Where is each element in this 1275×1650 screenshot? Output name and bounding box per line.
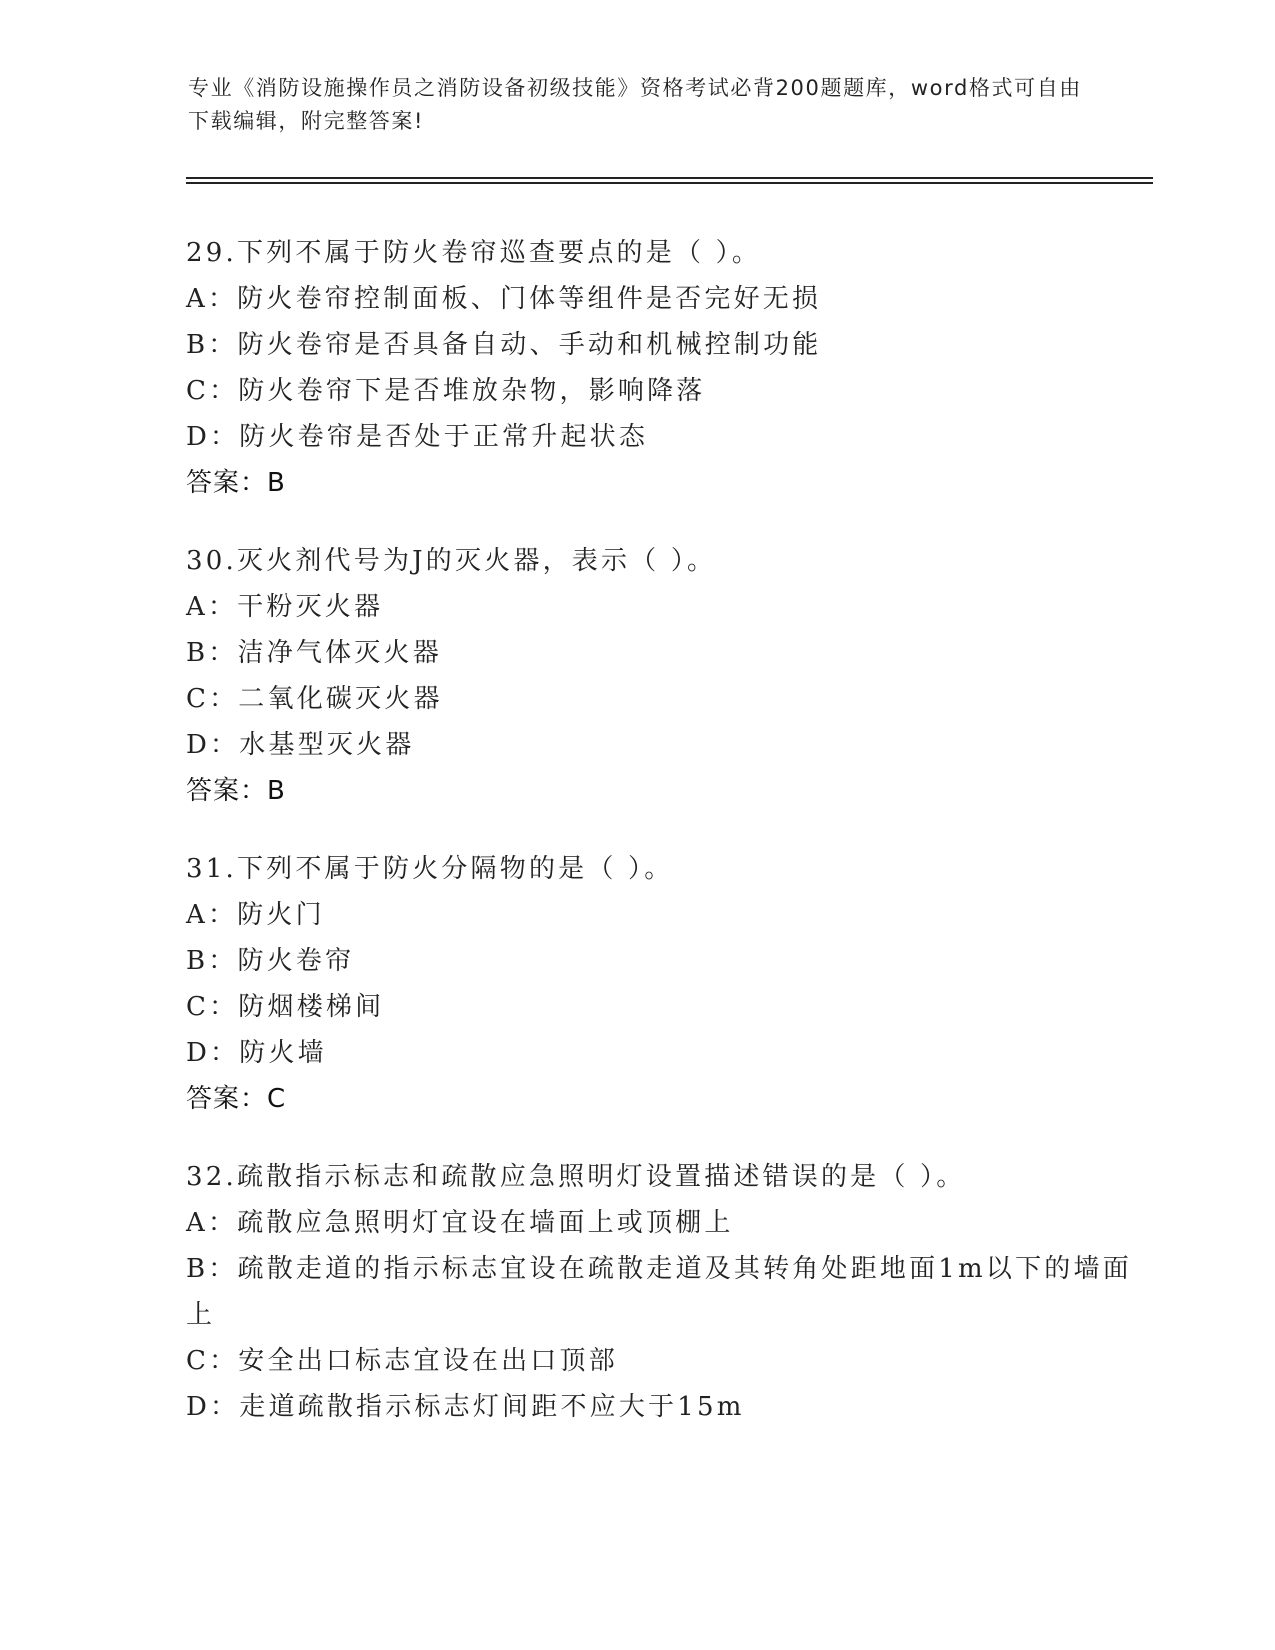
question-32: [186, 1154, 1146, 1430]
option-b: B：疏散走道的指示标志宜设在疏散走道及其转角处距地面1m以下的墙面上: [186, 1254, 1132, 1330]
question-list: [186, 230, 1146, 1462]
option-c: C：安全出口标志宜设在出口顶部: [186, 1346, 618, 1376]
header-rule-bottom: [186, 182, 1153, 184]
question-stem: 29.下列不属于防火卷帘巡查要点的是（ ）。: [186, 238, 762, 268]
question-stem: 30.灭火剂代号为J的灭火器，表示（ ）。: [186, 546, 717, 576]
option-d: D：防火卷帘是否处于正常升起状态: [186, 422, 649, 452]
header-rule-top: [186, 177, 1153, 179]
page-header: 专业《消防设施操作员之消防设备初级技能》资格考试必背200题题库，word格式可自由下载编辑，附完整答案!: [188, 76, 1082, 133]
option-b: B：洁净气体灭火器: [186, 638, 442, 668]
answer-line: 答案：B: [186, 468, 286, 498]
option-a: A：干粉灭火器: [186, 592, 384, 622]
option-c: C：防火卷帘下是否堆放杂物，影响降落: [186, 376, 706, 406]
option-d: D：防火墙: [186, 1038, 327, 1068]
option-d: D：走道疏散指示标志灯间距不应大于15m: [186, 1392, 745, 1422]
question-stem: 32.疏散指示标志和疏散应急照明灯设置描述错误的是（ ）。: [186, 1162, 966, 1192]
answer-line: 答案：C: [186, 1084, 287, 1114]
option-d: D：水基型灭火器: [186, 730, 415, 760]
question-stem: 31.下列不属于防火分隔物的是（ ）。: [186, 854, 674, 884]
option-a: A：防火卷帘控制面板、门体等组件是否完好无损: [186, 284, 822, 314]
question-30: [186, 538, 1146, 814]
option-a: A：疏散应急照明灯宜设在墙面上或顶棚上: [186, 1208, 734, 1238]
question-31: [186, 846, 1146, 1122]
question-29: [186, 230, 1146, 506]
option-b: B：防火卷帘是否具备自动、手动和机械控制功能: [186, 330, 822, 360]
option-b: B：防火卷帘: [186, 946, 355, 976]
option-c: C：二氧化碳灭火器: [186, 684, 443, 714]
answer-line: 答案：B: [186, 776, 286, 806]
option-a: A：防火门: [186, 900, 325, 930]
option-c: C：防烟楼梯间: [186, 992, 385, 1022]
